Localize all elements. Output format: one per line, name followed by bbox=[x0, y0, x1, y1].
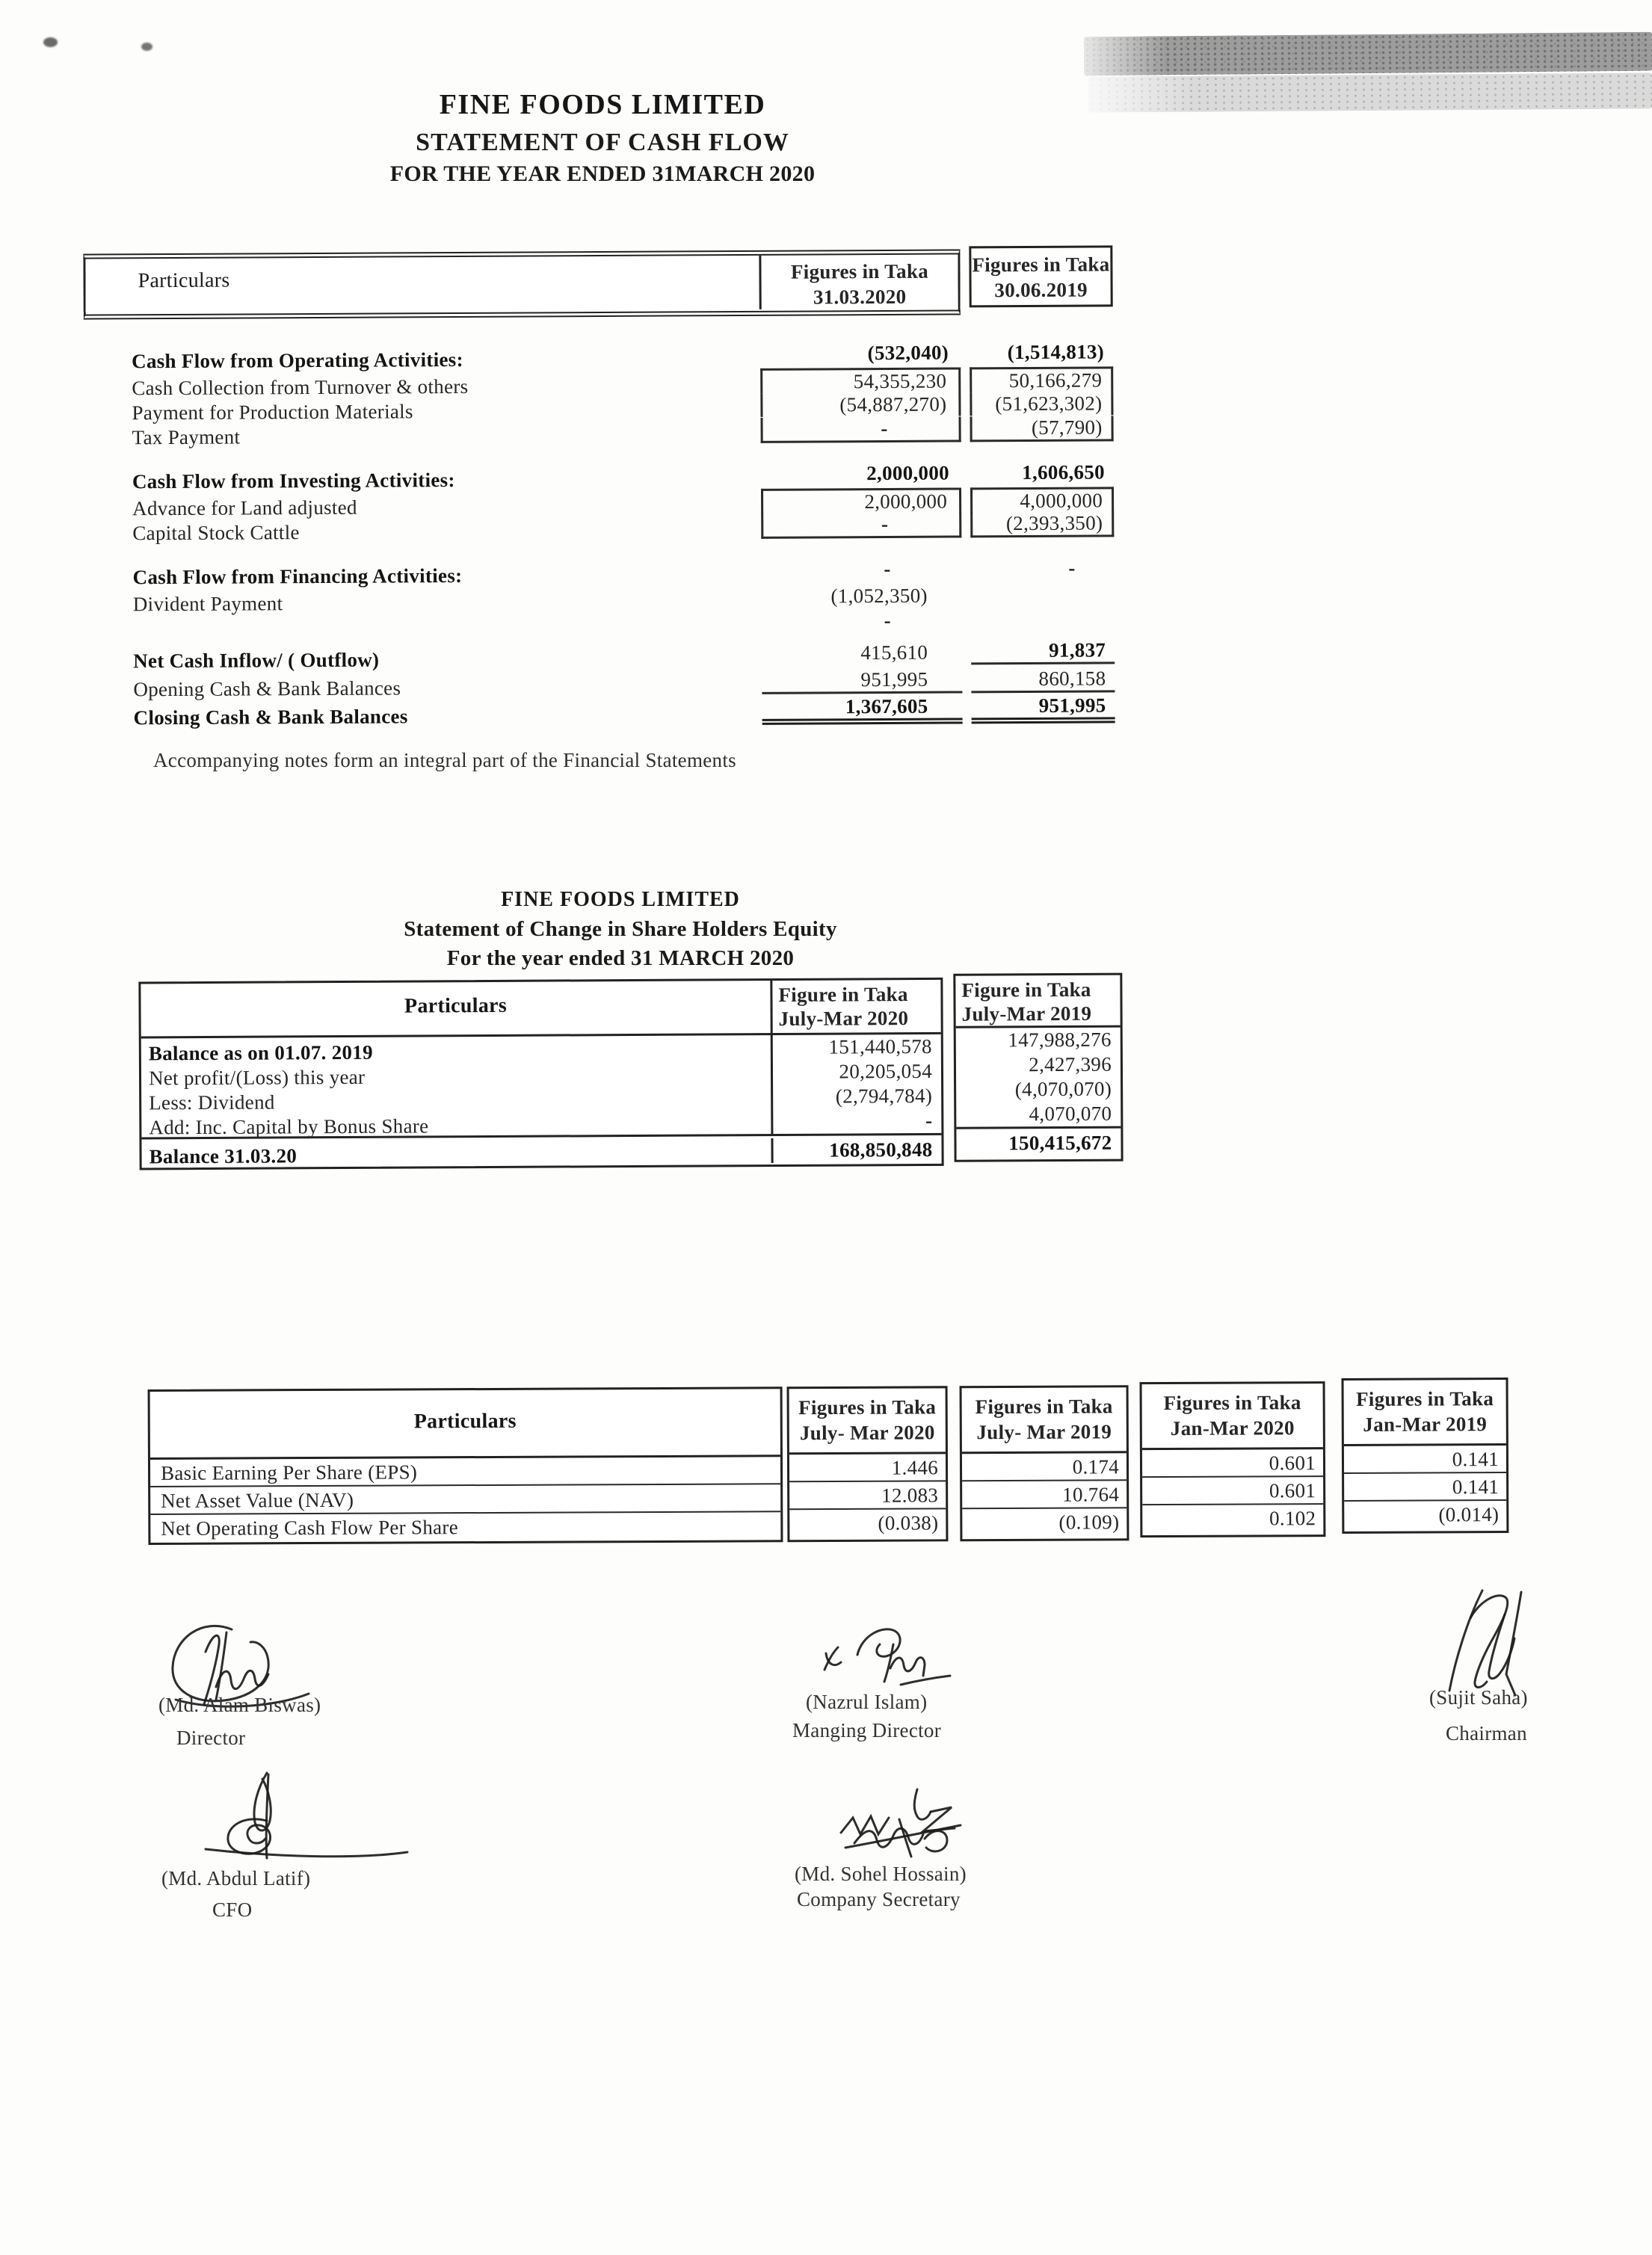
date-label: Jan-Mar 2020 bbox=[1170, 1416, 1295, 1440]
equity-title-block bbox=[0, 888, 1241, 971]
cashflow-table-body bbox=[84, 336, 1118, 728]
value-2020: 168,850,848 bbox=[771, 1137, 941, 1162]
signatory-role: Director bbox=[176, 1727, 246, 1749]
value-2019: 91,837 bbox=[971, 638, 1115, 664]
column-header bbox=[789, 1388, 946, 1455]
statement-period: FOR THE YEAR ENDED 31MARCH 2020 bbox=[389, 161, 816, 186]
signatory-role: Chairman bbox=[1446, 1722, 1527, 1745]
column-header-2020 bbox=[770, 980, 940, 1033]
value-2020: - bbox=[884, 557, 891, 580]
value-2019: 951,995 bbox=[971, 694, 1115, 724]
row-label: Net profit/(Loss) this year bbox=[148, 1065, 366, 1090]
column-header-particulars: Particulars bbox=[404, 993, 508, 1018]
ratios-column-jan-mar-2019 bbox=[1342, 1378, 1509, 1534]
section-label: Cash Flow from Financing Activities: bbox=[132, 564, 463, 588]
ratio-value: (0.038) bbox=[878, 1511, 939, 1534]
scan-speck bbox=[141, 43, 152, 51]
value-2019: 2,427,396 bbox=[1029, 1052, 1112, 1076]
per-share-ratios-table bbox=[148, 1383, 1509, 1545]
ratio-value: (0.014) bbox=[1438, 1503, 1500, 1526]
value-2020: (532,040) bbox=[867, 341, 949, 364]
signature-company-secretary bbox=[833, 1785, 972, 1867]
handwritten-signature bbox=[183, 1768, 415, 1864]
signatory-name: (Sujit Saha) bbox=[1429, 1686, 1528, 1709]
value-2020: 54,355,230 bbox=[760, 367, 961, 393]
signatory-role: Manging Director bbox=[792, 1719, 941, 1742]
value-2020: - bbox=[771, 1108, 941, 1134]
figure-in-taka-label: Figure in Taka bbox=[961, 978, 1091, 1002]
statement-title: STATEMENT OF CASH FLOW bbox=[416, 129, 789, 156]
ratios-particulars-column bbox=[148, 1386, 783, 1545]
section-label: Cash Flow from Investing Activities: bbox=[132, 468, 455, 493]
value-2019: (57,790) bbox=[970, 416, 1114, 442]
row-label: Payment for Production Materials bbox=[132, 400, 413, 425]
column-header-particulars: Particulars bbox=[150, 1389, 780, 1460]
date-label: 31.03.2020 bbox=[813, 285, 907, 309]
figures-in-taka-label: Figures in Taka bbox=[1356, 1387, 1494, 1410]
ratio-value: 10.764 bbox=[962, 1481, 1126, 1509]
equity-table-main bbox=[138, 978, 943, 1170]
value-2020: (1,052,350) bbox=[830, 584, 928, 608]
row-label: Net Operating Cash Flow Per Share bbox=[161, 1516, 459, 1540]
row-label: Less: Dividend bbox=[149, 1091, 275, 1114]
ratio-value: 0.141 bbox=[1344, 1473, 1506, 1502]
figures-in-taka-label: Figures in Taka bbox=[1163, 1391, 1301, 1415]
row-label bbox=[85, 626, 762, 629]
ratios-column-jul-mar-2020 bbox=[787, 1386, 949, 1542]
signatory-role: CFO bbox=[212, 1898, 253, 1921]
value-2019: (51,623,302) bbox=[970, 392, 1113, 416]
column-header bbox=[962, 1387, 1126, 1454]
date-label: July- Mar 2020 bbox=[799, 1421, 935, 1445]
signatory-role: Company Secretary bbox=[797, 1888, 961, 1910]
column-header-2020 bbox=[759, 254, 958, 309]
figure-in-taka-label: Figure in Taka bbox=[778, 983, 908, 1006]
value-2019: 150,415,672 bbox=[956, 1126, 1121, 1158]
equity-table-2019-column bbox=[953, 973, 1123, 1162]
value-2019: (4,070,070) bbox=[1014, 1077, 1112, 1101]
ratio-value: 12.083 bbox=[789, 1481, 946, 1510]
figures-in-taka-label: Figures in Taka bbox=[798, 1395, 937, 1419]
cashflow-table-header bbox=[83, 248, 1115, 319]
column-header-particulars: Particulars bbox=[138, 268, 230, 293]
company-name: FINE FOODS LIMITED bbox=[439, 89, 766, 120]
ratio-value: (0.109) bbox=[1058, 1511, 1120, 1534]
row-label: Net Asset Value (NAV) bbox=[150, 1484, 780, 1515]
signature-cfo bbox=[183, 1768, 415, 1864]
header-left-box bbox=[83, 249, 960, 319]
handwritten-signature bbox=[833, 1785, 972, 1867]
value-2019: 860,158 bbox=[971, 667, 1115, 693]
column-header bbox=[1142, 1383, 1323, 1450]
ratio-value: 0.601 bbox=[1142, 1449, 1323, 1478]
value-2019: 4,000,000 bbox=[970, 487, 1114, 513]
value-2019 bbox=[971, 595, 1115, 596]
ratio-value: 1.446 bbox=[789, 1454, 946, 1482]
value-2020: 1,367,605 bbox=[762, 694, 962, 724]
equity-table-header bbox=[141, 980, 940, 1039]
statement-period: For the year ended 31 MARCH 2020 bbox=[446, 946, 795, 970]
date-label: July- Mar 2019 bbox=[976, 1420, 1112, 1444]
column-header bbox=[1344, 1380, 1506, 1446]
value-2019: - bbox=[1068, 556, 1076, 579]
signatory-name: (Nazrul Islam) bbox=[806, 1691, 928, 1713]
row-label: Opening Cash & Bank Balances bbox=[133, 676, 401, 700]
value-2020: (2,794,784) bbox=[771, 1084, 941, 1109]
value-2020: 951,995 bbox=[762, 667, 962, 694]
figures-in-taka-label: Figures in Taka bbox=[790, 259, 929, 283]
value-2020: - bbox=[761, 512, 961, 538]
signatory-name: (Md. Alam Biswas) bbox=[158, 1694, 321, 1716]
scan-speck bbox=[43, 37, 58, 47]
row-label: Balance as on 01.07. 2019 bbox=[148, 1040, 373, 1065]
column-header-2019 bbox=[955, 975, 1120, 1028]
row-label: Closing Cash & Bank Balances bbox=[133, 704, 408, 729]
statement-title: Statement of Change in Share Holders Equity bbox=[404, 917, 837, 941]
row-label: Basic Earning Per Share (EPS) bbox=[150, 1457, 780, 1487]
ratio-value: 0.174 bbox=[962, 1453, 1126, 1481]
row-label: Capital Stock Cattle bbox=[132, 521, 300, 545]
handwritten-signature bbox=[1424, 1585, 1551, 1697]
ratios-column-jan-mar-2020 bbox=[1140, 1381, 1326, 1537]
row-label: Net Cash Inflow/ ( Outflow) bbox=[133, 648, 380, 672]
row-label: Add: Inc. Capital by Bonus Share bbox=[149, 1114, 429, 1139]
handwritten-signature bbox=[819, 1623, 953, 1694]
ratio-value: 0.601 bbox=[1142, 1477, 1323, 1505]
row-label: Cash Collection from Turnover & others bbox=[132, 374, 469, 400]
value-2020: 415,610 bbox=[860, 641, 928, 664]
row-label: Advance for Land adjusted bbox=[132, 496, 357, 520]
scan-noise-band bbox=[1084, 32, 1652, 76]
value-2019: 147,988,276 bbox=[1008, 1028, 1112, 1052]
date-label: July-Mar 2019 bbox=[961, 1002, 1092, 1025]
value-2020: (54,887,270) bbox=[760, 392, 961, 416]
value-2019: (2,393,350) bbox=[970, 511, 1114, 537]
section-label: Cash Flow from Operating Activities: bbox=[132, 348, 463, 372]
value-2020: 20,205,054 bbox=[771, 1059, 941, 1085]
value-2019: 4,070,070 bbox=[1029, 1102, 1112, 1126]
ratio-value: 0.141 bbox=[1344, 1446, 1506, 1474]
value-2020: 151,440,578 bbox=[771, 1034, 941, 1060]
value-2020: - bbox=[761, 416, 961, 442]
cashflow-table bbox=[83, 248, 1117, 728]
figures-in-taka-label: Figures in Taka bbox=[972, 253, 1110, 277]
signatory-name: (Md. Abdul Latif) bbox=[161, 1867, 311, 1890]
table-row bbox=[141, 1034, 941, 1064]
row-label: Balance 31.03.20 bbox=[149, 1144, 298, 1167]
date-label: 30.06.2019 bbox=[994, 278, 1088, 302]
cashflow-title-block bbox=[0, 88, 1205, 187]
footnote: Accompanying notes form an integral part of the Financial Statements bbox=[153, 749, 736, 771]
value-2019: 50,166,279 bbox=[970, 366, 1113, 392]
ratio-value: 0.102 bbox=[1269, 1507, 1316, 1530]
column-header-2019 bbox=[969, 245, 1112, 307]
signature-managing-director bbox=[819, 1623, 953, 1694]
value-2019: (1,514,813) bbox=[1007, 339, 1105, 363]
value-2020: 2,000,000 bbox=[761, 487, 961, 513]
value-2020: 2,000,000 bbox=[866, 461, 949, 484]
company-name: FINE FOODS LIMITED bbox=[501, 888, 740, 911]
value-2020: - bbox=[884, 608, 892, 632]
signature-chairman bbox=[1424, 1585, 1551, 1697]
equity-table bbox=[138, 977, 1126, 1170]
signatory-name: (Md. Sohel Hossain) bbox=[795, 1863, 967, 1885]
ratios-column-jul-mar-2019 bbox=[960, 1385, 1129, 1541]
date-label: July-Mar 2020 bbox=[778, 1007, 909, 1030]
date-label: Jan-Mar 2019 bbox=[1363, 1413, 1488, 1436]
value-2019: 1,606,650 bbox=[1022, 460, 1105, 484]
row-label: Tax Payment bbox=[132, 425, 241, 449]
figures-in-taka-label: Figures in Taka bbox=[975, 1395, 1113, 1419]
row-label: Divident Payment bbox=[132, 592, 283, 616]
